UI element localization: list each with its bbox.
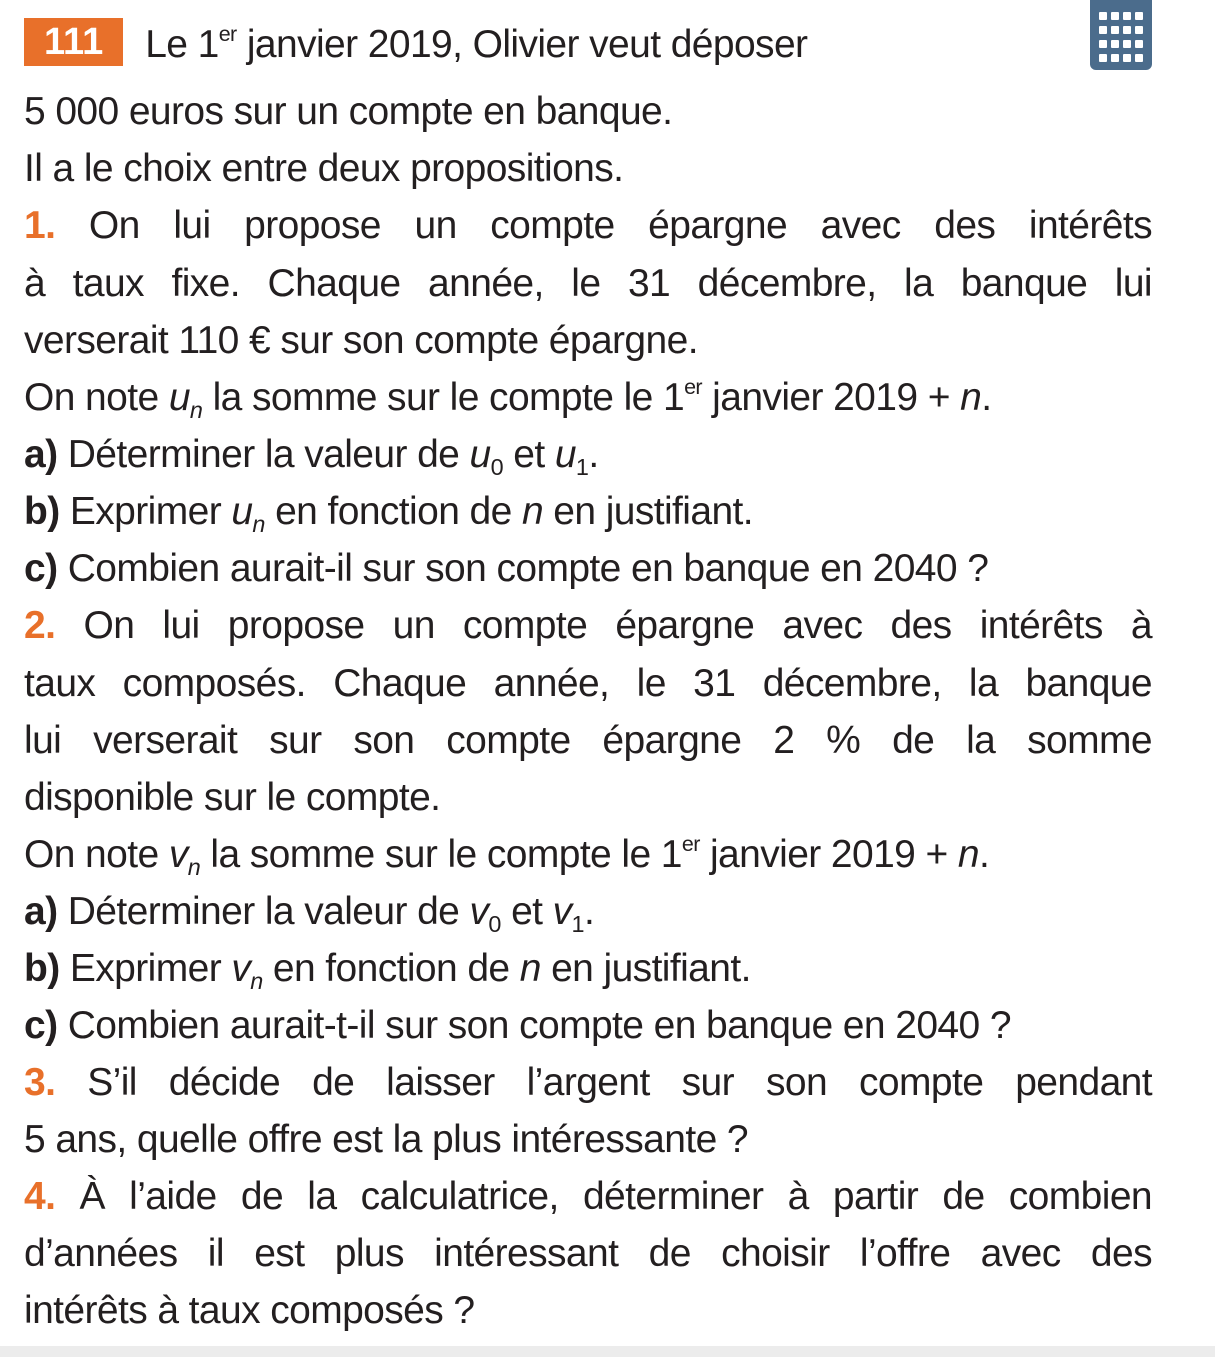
q3-number: 3.: [24, 1061, 56, 1104]
q1-line-1: 1. On lui propose un compte épargne avec des intérêts: [24, 204, 1152, 247]
q1-b: b) Exprimer $u_n$ en fonction de n en justifiant.: [24, 490, 754, 538]
exercise-number-badge: 111: [24, 18, 123, 66]
q3-line-1: 3. S’il décide de laisser l’argent sur son compte pendant: [24, 1061, 1152, 1104]
bottom-divider: [0, 1346, 1215, 1357]
q4-line-2: d’années il est plus intéressant de choisir l’offre avec des: [24, 1232, 1152, 1275]
q1-line-3: verserait 110 € sur son compte épargne.: [24, 319, 698, 362]
q1-note: On note $u_n$ la somme sur le compte le 1er janvier 2019 + n.: [24, 374, 992, 424]
q3-line-2: 5 ans, quelle offre est la plus intéressante ?: [24, 1118, 748, 1161]
q4-line-1: 4. À l’aide de la calculatrice, déterminer à partir de combien: [24, 1175, 1152, 1218]
q2-line-4: disponible sur le compte.: [24, 776, 441, 819]
q1-number: 1.: [24, 204, 56, 247]
q2-c: c) Combien aurait-t-il sur son compte en banque en 2040 ?: [24, 1004, 1011, 1047]
q2-line-2: taux composés. Chaque année, le 31 décembre, la banque: [24, 662, 1152, 705]
q1-a: a) Déterminer la valeur de $u_0$ et $u_1$.: [24, 433, 599, 481]
q1-c: c) Combien aurait-il sur son compte en banque en 2040 ?: [24, 547, 989, 590]
q2-b: b) Exprimer $v_n$ en fonction de n en justifiant.: [24, 947, 751, 995]
q2-a: a) Déterminer la valeur de $v_0$ et $v_1$.: [24, 890, 595, 938]
q2-line-3: lui verserait sur son compte épargne 2 % de la somme: [24, 719, 1152, 762]
q2-note: On note $v_n$ la somme sur le compte le 1er janvier 2019 + n.: [24, 831, 990, 881]
intro-line-1: 111 Le 1er janvier 2019, Olivier veut déposer: [24, 16, 1152, 73]
q4-line-3: intérêts à taux composés ?: [24, 1289, 475, 1332]
q1-line-2: à taux fixe. Chaque année, le 31 décembre, la banque lui: [24, 262, 1152, 305]
intro-line-2: 5 000 euros sur un compte en banque.: [24, 90, 673, 133]
q2-number: 2.: [24, 604, 56, 647]
q2-line-1: 2. On lui propose un compte épargne avec des intérêts à: [24, 604, 1152, 647]
q4-number: 4.: [24, 1175, 56, 1218]
intro-line-3: Il a le choix entre deux propositions.: [24, 147, 624, 190]
